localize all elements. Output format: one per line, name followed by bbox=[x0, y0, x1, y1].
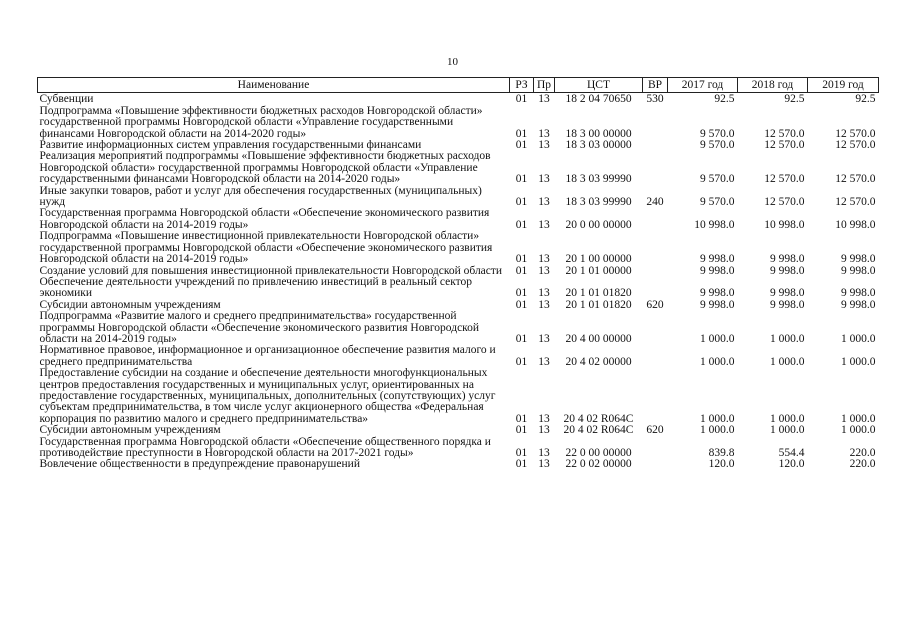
row-vr bbox=[643, 345, 668, 368]
row-2019: 10 998.0 bbox=[835, 218, 876, 231]
row-cst: 20 1 01 00000 bbox=[565, 264, 632, 277]
row-2018: 554.4 bbox=[778, 447, 805, 459]
row-name: Нормативное правовое, информационное и организационное обеспечение развития малого и среднего предпринимательства bbox=[39, 344, 496, 368]
row-2017: 92.5 bbox=[714, 93, 735, 106]
row-2017: 9 570.0 bbox=[700, 139, 735, 152]
row-2017: 9 998.0 bbox=[700, 298, 735, 311]
row-2017: 9 570.0 bbox=[700, 196, 735, 209]
row-2019: 1 000.0 bbox=[841, 412, 876, 425]
table-row bbox=[38, 345, 879, 368]
row-cst: 18 3 03 99990 bbox=[565, 196, 632, 209]
row-pr: 13 bbox=[538, 332, 550, 345]
row-pr: 13 bbox=[538, 447, 550, 459]
row-2018: 9 998.0 bbox=[770, 264, 805, 277]
row-name: Государственная программа Новгородской области «Обеспечение экономического развития Новгородской области на 2014-2019 годы» bbox=[39, 207, 490, 231]
row-pr: 13 bbox=[538, 424, 550, 437]
row-2017: 9 998.0 bbox=[700, 253, 735, 266]
header-vr: ВР bbox=[643, 78, 668, 93]
table-body bbox=[38, 93, 879, 471]
row-vr bbox=[643, 266, 668, 277]
row-rz: 01 bbox=[515, 412, 528, 425]
row-2018: 120.0 bbox=[778, 458, 805, 471]
row-rz: 01 bbox=[515, 332, 528, 345]
page-number: 10 bbox=[447, 56, 458, 68]
row-2018: 1 000.0 bbox=[770, 412, 805, 425]
row-2017: 9 570.0 bbox=[700, 173, 735, 186]
row-2018: 12 570.0 bbox=[764, 127, 805, 140]
row-2018: 1 000.0 bbox=[770, 332, 805, 345]
row-2019: 1 000.0 bbox=[841, 355, 876, 368]
row-rz: 01 bbox=[515, 424, 528, 437]
row-2019: 12 570.0 bbox=[835, 196, 876, 209]
row-vr bbox=[643, 208, 668, 231]
row-vr: 240 bbox=[646, 196, 664, 209]
row-vr bbox=[643, 277, 668, 300]
row-2017: 9 570.0 bbox=[700, 127, 735, 140]
row-pr: 13 bbox=[538, 412, 550, 425]
row-2018: 92.5 bbox=[784, 93, 805, 106]
row-2019: 9 998.0 bbox=[841, 287, 876, 300]
row-vr: 620 bbox=[646, 298, 664, 311]
row-pr: 13 bbox=[538, 173, 550, 186]
row-vr bbox=[643, 106, 668, 140]
row-cst: 22 0 02 00000 bbox=[565, 458, 632, 471]
row-vr: 620 bbox=[646, 424, 664, 437]
row-name: Реализация мероприятий подпрограммы «Повышение эффективности бюджетных расходов Новгородской области» государственной программы Новгородской области «Управление государственными финансами Новгородской области на 2014-2020 годы» bbox=[39, 150, 491, 186]
row-2017: 1 000.0 bbox=[700, 424, 735, 437]
row-pr: 13 bbox=[538, 458, 550, 471]
row-2019: 12 570.0 bbox=[835, 139, 876, 152]
row-2018: 9 998.0 bbox=[770, 253, 805, 266]
header-rz: РЗ bbox=[510, 78, 534, 93]
row-rz: 01 bbox=[515, 298, 528, 311]
budget-table bbox=[37, 77, 879, 471]
table-row bbox=[38, 311, 879, 345]
table-row bbox=[38, 231, 879, 265]
row-vr bbox=[643, 140, 668, 151]
row-rz: 01 bbox=[515, 173, 528, 186]
row-rz: 01 bbox=[515, 139, 528, 152]
table-row bbox=[38, 437, 879, 460]
header-name: Наименование bbox=[38, 78, 510, 93]
row-name: Субвенции bbox=[39, 93, 94, 106]
row-cst: 22 0 00 00000 bbox=[565, 447, 632, 459]
row-cst: 20 4 02 R064C bbox=[563, 412, 634, 425]
row-vr bbox=[643, 368, 668, 425]
row-cst: 20 4 02 R064C bbox=[563, 424, 634, 437]
row-name: Обеспечение деятельности учреждений по привлечению инвестиций в реальный сектор экономики bbox=[39, 275, 473, 300]
row-cst: 20 4 02 00000 bbox=[565, 355, 632, 368]
row-vr bbox=[643, 231, 668, 265]
row-2018: 12 570.0 bbox=[764, 139, 805, 152]
row-cst: 18 3 03 99990 bbox=[565, 173, 632, 186]
row-2018: 9 998.0 bbox=[770, 287, 805, 300]
row-name: Подпрограмма «Повышение инвестиционной привлекательности Новгородской области» государственной программы Новгородской области «Обеспечение экономического развития Новгородской области на 2014-2019 годы» bbox=[39, 230, 493, 266]
row-pr: 13 bbox=[538, 298, 550, 311]
row-rz: 01 bbox=[515, 127, 528, 140]
row-rz: 01 bbox=[515, 355, 528, 368]
row-2019: 220.0 bbox=[849, 447, 876, 459]
row-cst: 20 0 00 00000 bbox=[565, 218, 632, 231]
row-2018: 10 998.0 bbox=[764, 218, 805, 231]
row-2019: 9 998.0 bbox=[841, 264, 876, 277]
row-name: Развитие информационных систем управления государственными финансами bbox=[39, 139, 422, 152]
row-2019: 9 998.0 bbox=[841, 253, 876, 266]
row-cst: 20 1 01 01820 bbox=[565, 287, 632, 300]
row-2017: 839.8 bbox=[708, 447, 735, 459]
header-2019: 2019 год bbox=[808, 78, 879, 93]
header-2018: 2018 год bbox=[738, 78, 808, 93]
row-2017: 120.0 bbox=[708, 458, 735, 471]
row-vr bbox=[643, 311, 668, 345]
row-name: Подпрограмма «Развитие малого и среднего предпринимательства» государственной программы Новгородской области «Обеспечение экономического развития Новгородской области на 2014-2019 годы» bbox=[39, 310, 480, 345]
row-rz: 01 bbox=[515, 287, 528, 300]
table-header-row bbox=[38, 78, 879, 93]
table-row bbox=[38, 459, 879, 470]
row-rz: 01 bbox=[515, 93, 528, 106]
table-row bbox=[38, 208, 879, 231]
row-2017: 1 000.0 bbox=[700, 412, 735, 425]
row-pr: 13 bbox=[538, 139, 550, 152]
row-2017: 10 998.0 bbox=[694, 218, 735, 231]
row-pr: 13 bbox=[538, 253, 550, 266]
row-rz: 01 bbox=[515, 447, 528, 459]
row-name: Подпрограмма «Повышение эффективности бюджетных расходов Новгородской области» государственной программы Новгородской области «Управление государственными финансами Новгородской области на 2014-2020 годы» bbox=[39, 104, 483, 140]
table-row bbox=[38, 151, 879, 185]
table-row bbox=[38, 106, 879, 140]
row-vr bbox=[643, 151, 668, 185]
row-name: Субсидии автономным учреждениям bbox=[39, 424, 221, 437]
table-row bbox=[38, 277, 879, 300]
row-cst: 20 1 00 00000 bbox=[565, 253, 632, 266]
row-pr: 13 bbox=[538, 218, 550, 231]
row-2017: 1 000.0 bbox=[700, 355, 735, 368]
row-2018: 1 000.0 bbox=[770, 424, 805, 437]
header-2017: 2017 год bbox=[668, 78, 738, 93]
row-pr: 13 bbox=[538, 355, 550, 368]
row-2018: 9 998.0 bbox=[770, 298, 805, 311]
row-2019: 9 998.0 bbox=[841, 298, 876, 311]
row-rz: 01 bbox=[515, 196, 528, 209]
row-vr bbox=[643, 459, 668, 470]
row-name: Вовлечение общественности в предупреждение правонарушений bbox=[39, 458, 360, 471]
row-name: Субсидии автономным учреждениям bbox=[39, 298, 221, 311]
row-2019: 12 570.0 bbox=[835, 127, 876, 140]
row-2019: 12 570.0 bbox=[835, 173, 876, 186]
row-name: Предоставление субсидии на создание и обеспечение деятельности многофункциональных центров предоставления государственных и муниципальных услуг, ориентированных на предоставление государственных, муниципальных, дополнительных (сопутствующих) услуг субъектам предпринимательства, в том числе услуг акционерного общества «Федеральная корпорация по развитию малого и среднего предпринимательства» bbox=[39, 367, 496, 425]
table-row bbox=[38, 93, 879, 106]
row-name: Государственная программа Новгородской области «Обеспечение общественного порядка и противодействие преступности в Новгородской области на 2017-2021 годы» bbox=[39, 435, 491, 459]
row-rz: 01 bbox=[515, 218, 528, 231]
row-cst: 20 1 01 01820 bbox=[565, 298, 632, 311]
row-rz: 01 bbox=[515, 458, 528, 471]
table-row bbox=[38, 186, 879, 209]
row-2017: 9 998.0 bbox=[700, 287, 735, 300]
row-2019: 1 000.0 bbox=[841, 424, 876, 437]
row-2017: 1 000.0 bbox=[700, 332, 735, 345]
row-2017: 9 998.0 bbox=[700, 264, 735, 277]
header-pr: Пр bbox=[534, 78, 555, 93]
row-2018: 12 570.0 bbox=[764, 173, 805, 186]
table-row bbox=[38, 425, 879, 436]
row-rz: 01 bbox=[515, 253, 528, 266]
row-name: Создание условий для повышения инвестиционной привлекательности Новгородской области bbox=[39, 264, 503, 277]
row-2018: 1 000.0 bbox=[770, 355, 805, 368]
row-name: Иные закупки товаров, работ и услуг для обеспечения государственных (муниципальных) нужд bbox=[39, 184, 482, 209]
header-cst: ЦСТ bbox=[555, 78, 643, 93]
row-vr: 530 bbox=[646, 93, 664, 106]
row-vr bbox=[643, 437, 668, 460]
row-cst: 18 3 00 00000 bbox=[565, 127, 632, 140]
row-pr: 13 bbox=[538, 287, 550, 300]
row-2019: 1 000.0 bbox=[841, 332, 876, 345]
row-cst: 18 3 03 00000 bbox=[565, 139, 632, 152]
row-pr: 13 bbox=[538, 127, 550, 140]
row-pr: 13 bbox=[538, 264, 550, 277]
row-2018: 12 570.0 bbox=[764, 196, 805, 209]
table-row bbox=[38, 368, 879, 425]
row-2019: 220.0 bbox=[849, 458, 876, 471]
row-pr: 13 bbox=[538, 93, 550, 106]
row-cst: 20 4 00 00000 bbox=[565, 332, 632, 345]
row-rz: 01 bbox=[515, 264, 528, 277]
row-pr: 13 bbox=[538, 196, 550, 209]
row-cst: 18 2 04 70650 bbox=[565, 93, 632, 106]
row-2019: 92.5 bbox=[855, 93, 876, 106]
